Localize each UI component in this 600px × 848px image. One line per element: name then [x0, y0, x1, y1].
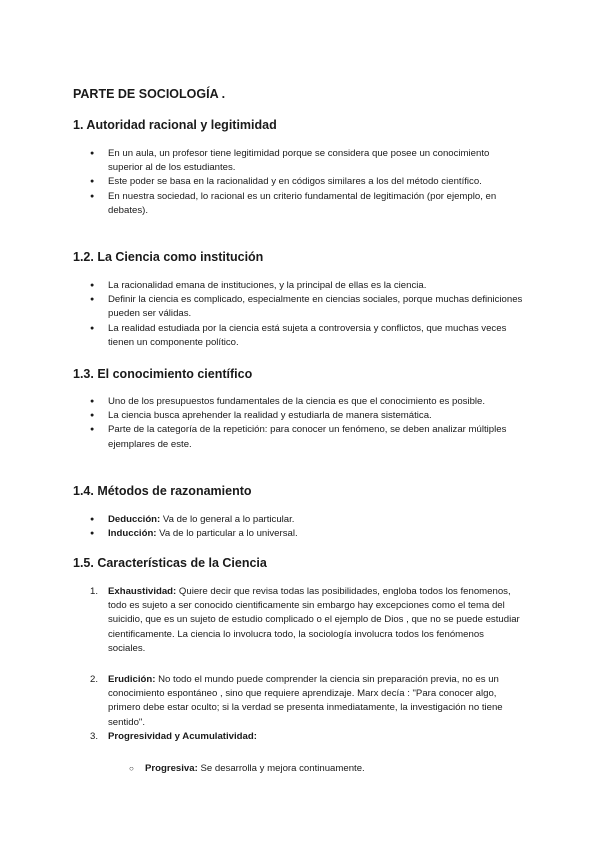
term-text: No todo el mundo puede comprender la ciencia sin preparación previa, no es un conocimiento espontáneo , sino que requiere aprendizaje. Marx decía : "Para conocer algo, primero debe estar oculto; si la verdad se presenta inmediatamente, la investigación no tiene sentido". — [108, 674, 503, 728]
section-heading: 1.4. Métodos de razonamiento — [73, 484, 252, 498]
list-item — [73, 673, 523, 730]
section-heading: 1.3. El conocimiento científico — [73, 367, 253, 381]
term-label: Progresiva: — [145, 763, 198, 774]
list-item — [73, 527, 523, 541]
list-item: ● La realidad estudiada por la ciencia está sujeta a controversia y conflictos, que muchas veces tienen un componente político. — [73, 322, 523, 350]
list-item: ● La racionalidad emana de instituciones, y la principal de ellas es la ciencia. — [73, 279, 523, 293]
list-item: ● En un aula, un profesor tiene legitimidad porque se considera que posee un conocimiento superior al de los estudiantes. — [73, 147, 523, 175]
bullet-list — [73, 395, 523, 452]
bullet-list — [73, 513, 523, 541]
list-item — [73, 730, 523, 744]
bullet-list — [73, 279, 523, 350]
list-item: ● Definir la ciencia es complicado, especialmente en ciencias sociales, porque muchas definiciones pueden ser válidas. — [73, 293, 523, 321]
term-text: Quiere decir que revisa todas las posibilidades, engloba todos los fenomenos, todo es sujeto a ser conocido cientificamente sin embargo hay excepciones como el tema del suicidio, que es un sujeto de estudio complicado o el ejemplo de Dios , que no se puede estudiar cientificamente. La ciencia lo involucra todo, la sociología involucra todos los fenómenos sociales. — [108, 586, 520, 654]
section-heading: 1.2. La Ciencia como institución — [73, 250, 264, 264]
bullet-list — [73, 147, 523, 218]
term-label: Exhaustividad: — [108, 586, 177, 597]
list-item: ● Parte de la categoría de la repetición: para conocer un fenómeno, se deben analizar múltiples ejemplares de este. — [73, 423, 523, 451]
numbered-list — [73, 673, 523, 744]
term-label: Inducción: — [108, 528, 157, 540]
term-text: Va de lo particular a lo universal. — [156, 528, 298, 540]
numbered-list — [73, 585, 523, 656]
item-number: 1. — [90, 586, 99, 597]
sub-list — [73, 762, 523, 776]
list-item — [73, 513, 523, 527]
document-title: PARTE DE SOCIOLOGÍA . — [73, 87, 226, 101]
item-number: 2. — [90, 674, 99, 685]
section-heading: 1. Autoridad racional y legitimidad — [73, 118, 277, 132]
list-item — [73, 585, 523, 656]
item-number: 3. — [90, 730, 99, 742]
term-text: Se desarrolla y mejora continuamente. — [197, 763, 365, 774]
term-label: Erudición: — [108, 674, 156, 685]
term-label: Progresividad y Acumulatividad: — [108, 730, 257, 742]
list-item: ● Este poder se basa en la racionalidad y en códigos similares a los del método científico. — [73, 175, 523, 189]
term-label: Deducción: — [108, 514, 161, 525]
list-item — [73, 762, 523, 776]
section-heading: 1.5. Características de la Ciencia — [73, 556, 267, 570]
list-item: ● La ciencia busca aprehender la realidad y estudiarla de manera sistemática. — [73, 409, 523, 423]
list-item: ● En nuestra sociedad, lo racional es un criterio fundamental de legitimación (por ejemplo, en debates). — [73, 190, 523, 218]
list-item: ● Uno de los presupuestos fundamentales de la ciencia es que el conocimiento es posible. — [73, 395, 523, 409]
term-text: Va de lo general a lo particular. — [160, 514, 295, 525]
